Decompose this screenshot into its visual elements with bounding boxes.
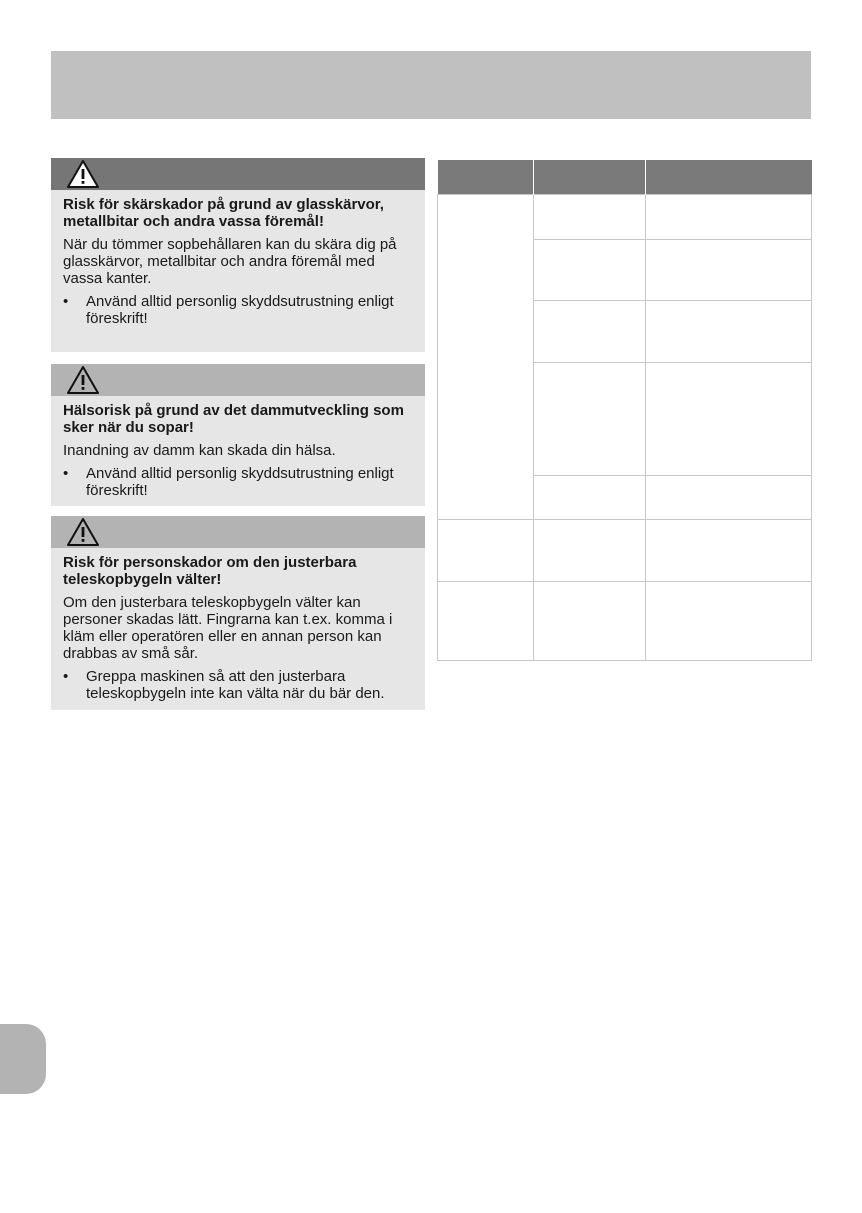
warning-bar (51, 364, 425, 396)
warning-description: När du tömmer sopbehållaren kan du skära dig på glasskärvor, metallbitar och andra föremål med vassa kanter. (63, 236, 397, 287)
table-header-cell (438, 160, 534, 195)
table-cell (646, 582, 812, 661)
table-cell (534, 520, 646, 582)
troubleshooting-table (437, 160, 812, 661)
warning-bullet-text: Greppa maskinen så att den justerbara teleskopbygeln inte kan välta när du bär den. (86, 668, 385, 702)
table-cell (534, 301, 646, 363)
table-cell (438, 195, 534, 520)
warning-title: Hälsorisk på grund av det dammutveckling som sker när du sopar! (63, 402, 404, 436)
table-cell (534, 195, 646, 240)
warning-description: Om den justerbara teleskopbygeln välter kan personer skadas lätt. Fingrarna kan t.ex. komma i kläm eller operatören eller en annan person kan drabbas av små sår. (63, 594, 393, 662)
warning-box-dust-risk (51, 364, 425, 506)
bullet-symbol: • (63, 465, 69, 482)
warning-box-tip-over-risk (51, 516, 425, 710)
table-cell (646, 301, 812, 363)
page-header-band (51, 51, 811, 119)
table-cell (646, 240, 812, 301)
table-header-cell (646, 160, 812, 195)
bullet-symbol: • (63, 293, 69, 310)
warning-bullet-text: Använd alltid personlig skyddsutrustning enligt föreskrift! (86, 293, 394, 327)
table-cell (534, 363, 646, 476)
warning-bullet (63, 293, 413, 327)
table-header-cell (534, 160, 646, 195)
table-row (438, 195, 812, 240)
warning-triangle-icon (66, 365, 100, 395)
table-cell (534, 476, 646, 520)
table-cell (646, 520, 812, 582)
warning-bar (51, 158, 425, 190)
table-cell (534, 240, 646, 301)
warning-bullet (63, 668, 413, 702)
table-cell (646, 195, 812, 240)
chapter-tab (0, 1024, 46, 1094)
table-cell (646, 363, 812, 476)
table-row (438, 582, 812, 661)
bullet-symbol: • (63, 668, 69, 685)
table-cell (646, 476, 812, 520)
warning-bullet (63, 465, 413, 499)
warning-bullet-text: Använd alltid personlig skyddsutrustning enligt föreskrift! (86, 465, 394, 499)
table-header-row (438, 160, 812, 195)
table-cell (438, 582, 534, 661)
warning-triangle-icon (66, 517, 100, 547)
warning-bar (51, 516, 425, 548)
warning-title: Risk för personskador om den justerbara teleskopbygeln välter! (63, 554, 357, 588)
warning-title: Risk för skärskador på grund av glasskärvor, metallbitar och andra vassa föremål! (63, 196, 384, 230)
warning-description: Inandning av damm kan skada din hälsa. (63, 442, 336, 459)
table-cell (534, 582, 646, 661)
warning-triangle-icon (66, 159, 100, 189)
table-cell (438, 520, 534, 582)
table-row (438, 520, 812, 582)
warning-box-cut-risk (51, 158, 425, 352)
